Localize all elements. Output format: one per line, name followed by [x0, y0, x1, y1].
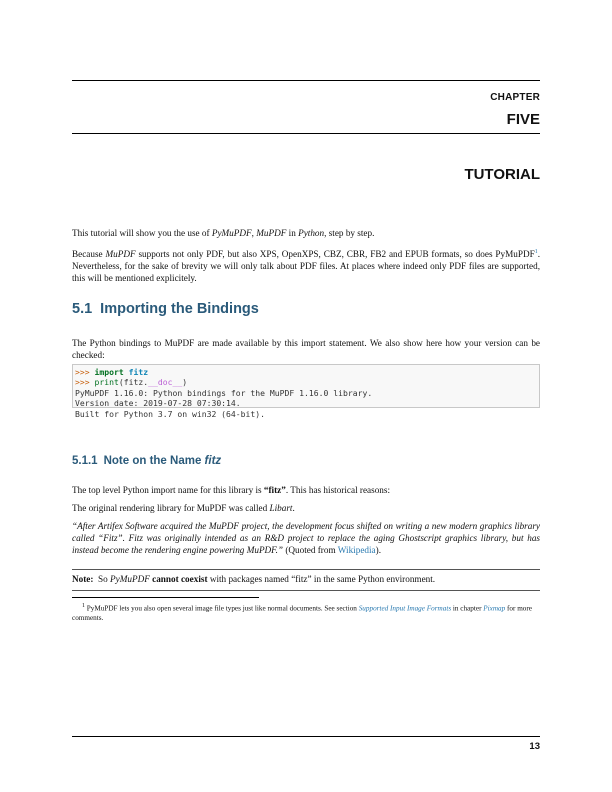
chapter-label: CHAPTER	[490, 92, 540, 103]
chapter-number: FIVE	[506, 111, 540, 128]
footnote: $^1$ PyMuPDF lets you also open several image file types just like normal documents. See section Supported Input Image Formats in chapter Pixmap for more comments.	[72, 603, 532, 623]
footnote-ref[interactable]: 1	[534, 249, 538, 255]
subsection-paragraph-2: The original rendering library for MuPDF was called Libart.	[72, 503, 295, 513]
wikipedia-link[interactable]: Wikipedia	[337, 545, 376, 555]
code-line: Version date: 2019-07-28 07:30:14.	[75, 398, 241, 409]
note-box	[72, 569, 540, 591]
subsection-paragraph-1: The top level Python import name for this library is “fitz”. This has historical reasons:	[72, 485, 391, 495]
section-heading: 5.1 Importing the Bindings	[72, 301, 259, 317]
note-label: Note:	[72, 574, 94, 584]
wikipedia-quote: “After Artifex Software acquired the MuPDF project, the development focus shifted on writing a new modern graphics library called “Fitz”. Fitz was originally intended as an R&D project to replace the aging Ghostscript graphics library, but has instead become the rendering engine powering MuPDF.” (Quoted from Wikipedia).	[72, 521, 540, 555]
section-paragraph: The Python bindings to MuPDF are made available by this import statement. We also show here how your version can be checked:	[72, 338, 540, 360]
code-line: PyMuPDF 1.16.0: Python bindings for the MuPDF 1.16.0 library.	[75, 387, 373, 398]
code-line: >>> import fitz	[75, 367, 149, 377]
footnote-rule	[72, 597, 259, 598]
intro-paragraph-2: Because MuPDF supports not only PDF, but also XPS, OpenXPS, CBZ, CBR, FB2 and EPUB formats, so does PyMuPDF$^1$. Nevertheless, for the sake of brevity we will only talk about PDF files. At places where indeed only PDF files are supported, this will be mentioned explicitely.	[72, 249, 541, 284]
code-line: Built for Python 3.7 on win32 (64-bit).	[75, 408, 266, 419]
intro-paragraph-1: This tutorial will show you the use of PyMuPDF, MuPDF in Python, step by step.	[72, 228, 375, 238]
footer-rule	[72, 736, 540, 737]
pixmap-link[interactable]: Pixmap	[483, 604, 506, 613]
note-text: Note: So PyMuPDF cannot coexist with packages named “fitz” in the same Python environment.	[72, 574, 436, 584]
supported-formats-link[interactable]: Supported Input Image Formats	[358, 604, 452, 613]
chapter-title: TUTORIAL	[464, 166, 540, 183]
code-block	[72, 364, 540, 419]
page-number: 13	[529, 741, 540, 752]
code-line: >>> print(fitz.__doc__)	[75, 377, 188, 388]
chapter-rule	[72, 133, 540, 134]
top-rule	[72, 80, 540, 81]
subsection-heading: 5.1.1 Note on the Name fitz	[72, 455, 222, 467]
